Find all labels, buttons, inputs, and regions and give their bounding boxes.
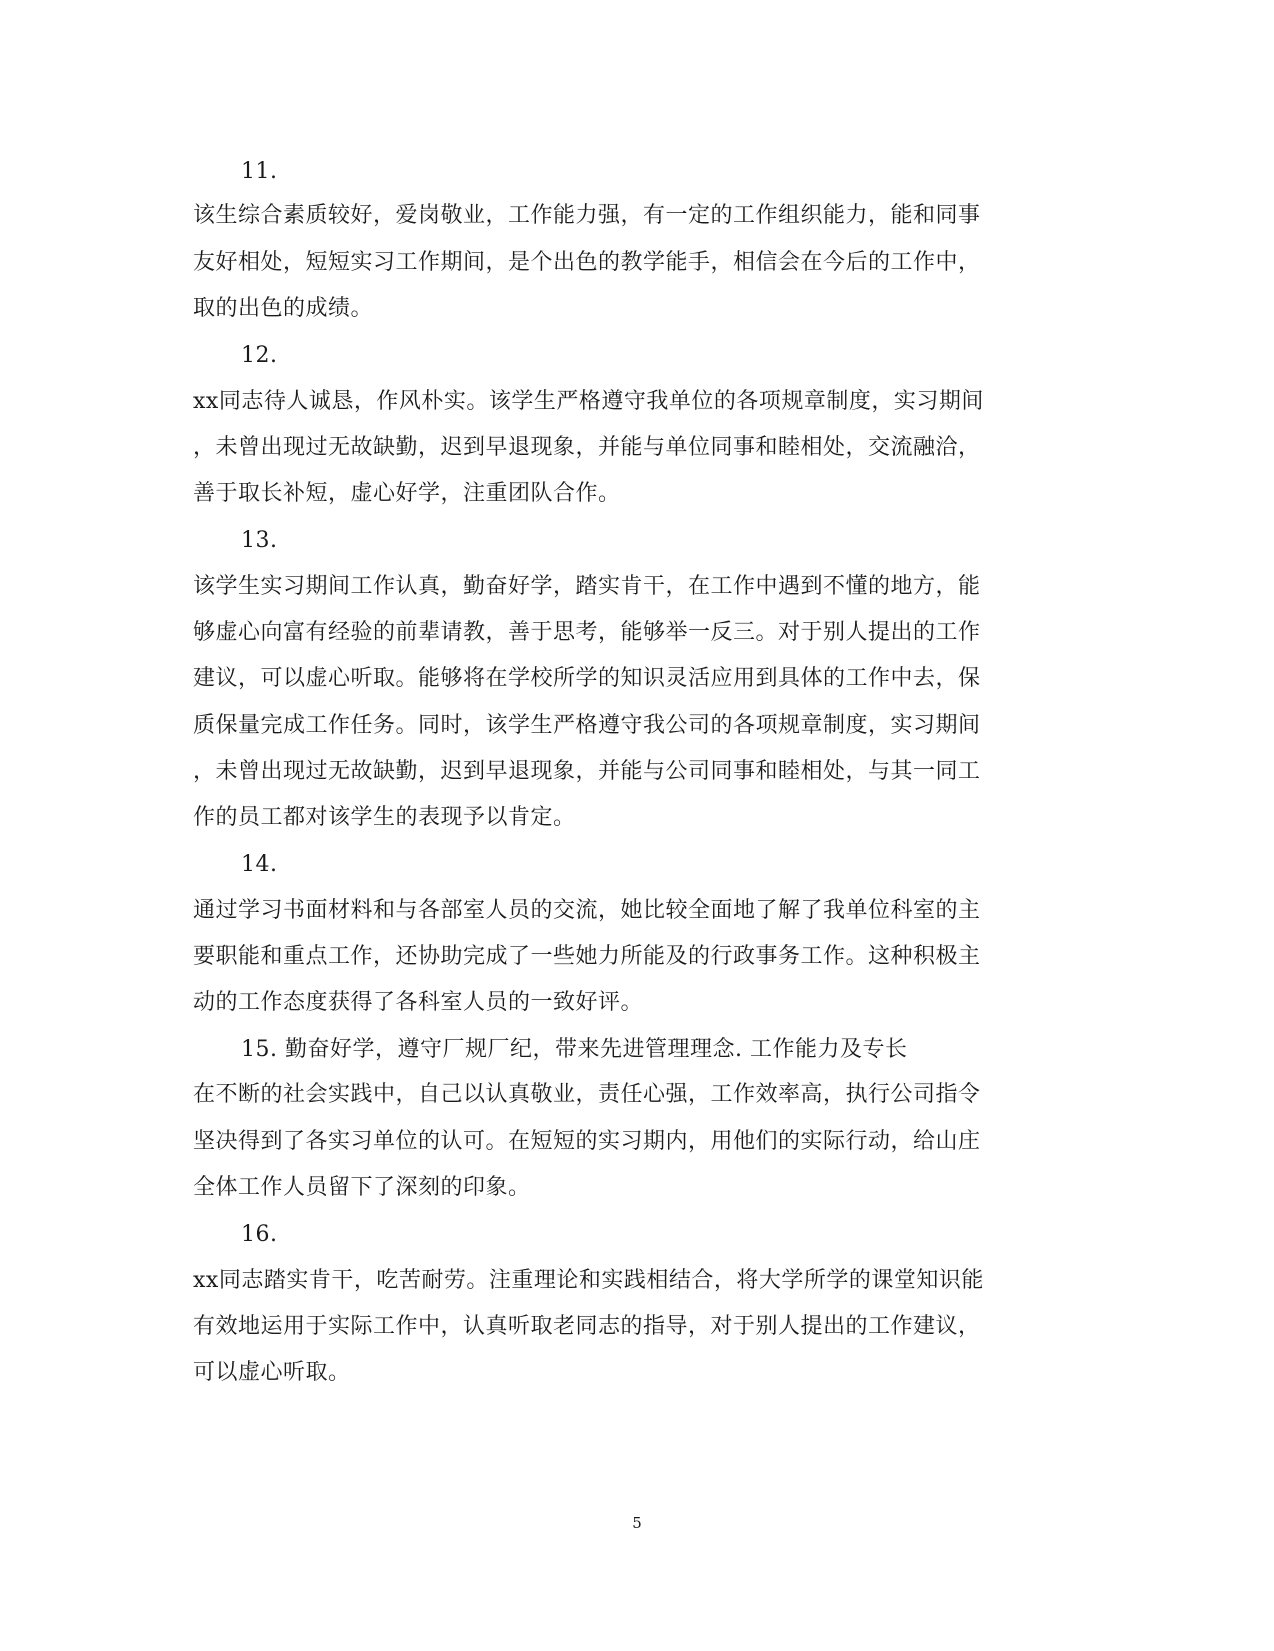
paragraph-line: 在不断的社会实践中，自己以认真敬业，责任心强，工作效率高，执行公司指令 [193, 1082, 981, 1107]
paragraph-line: 该学生实习期间工作认真，勤奋好学，踏实肯干，在工作中遇到不懂的地方，能 [193, 574, 981, 599]
paragraph-line: 该生综合素质较好，爱岗敬业，工作能力强，有一定的工作组织能力，能和同事 [193, 203, 981, 228]
page-number: 5 [632, 1514, 642, 1532]
item-number-11: 11. [241, 159, 278, 184]
item-number-13: 13. [241, 528, 278, 553]
item-number-15-heading: 15. 勤奋好学，遵守厂规厂纪，带来先进管理理念. 工作能力及专长 [241, 1037, 908, 1062]
paragraph-line: 够虚心向富有经验的前辈请教，善于思考，能够举一反三。对于别人提出的工作 [193, 620, 981, 645]
paragraph-line: 可以虚心听取。 [193, 1360, 351, 1385]
paragraph-line: 善于取长补短，虚心好学，注重团队合作。 [193, 481, 621, 506]
paragraph-line: ，未曾出现过无故缺勤，迟到早退现象，并能与单位同事和睦相处，交流融洽， [193, 435, 981, 460]
paragraph-line: 坚决得到了各实习单位的认可。在短短的实习期内，用他们的实际行动，给山庄 [193, 1129, 981, 1154]
paragraph-line: 通过学习书面材料和与各部室人员的交流，她比较全面地了解了我单位科室的主 [193, 898, 981, 923]
item-number-14: 14. [241, 852, 278, 877]
paragraph-line: 动的工作态度获得了各科室人员的一致好评。 [193, 990, 644, 1015]
paragraph-line: 取的出色的成绩。 [193, 296, 374, 321]
paragraph-line: 建议，可以虚心听取。能够将在学校所学的知识灵活应用到具体的工作中去，保 [193, 666, 981, 691]
paragraph-line: 友好相处，短短实习工作期间，是个出色的教学能手，相信会在今后的工作中， [193, 250, 981, 275]
paragraph-line: 质保量完成工作任务。同时，该学生严格遵守我公司的各项规章制度，实习期间 [193, 713, 981, 738]
paragraph-line: 作的员工都对该学生的表现予以肯定。 [193, 805, 576, 830]
paragraph-line: 要职能和重点工作，还协助完成了一些她力所能及的行政事务工作。这种积极主 [193, 944, 981, 969]
item-number-16: 16. [241, 1222, 278, 1247]
paragraph-line: xx同志踏实肯干，吃苦耐劳。注重理论和实践相结合，将大学所学的课堂知识能 [193, 1268, 984, 1293]
paragraph-line: 全体工作人员留下了深刻的印象。 [193, 1175, 531, 1200]
paragraph-line: xx同志待人诚恳，作风朴实。该学生严格遵守我单位的各项规章制度，实习期间 [193, 389, 984, 414]
paragraph-line: 有效地运用于实际工作中，认真听取老同志的指导，对于别人提出的工作建议， [193, 1314, 981, 1339]
item-number-12: 12. [241, 343, 278, 368]
paragraph-line: ，未曾出现过无故缺勤，迟到早退现象，并能与公司同事和睦相处，与其一同工 [193, 759, 981, 784]
